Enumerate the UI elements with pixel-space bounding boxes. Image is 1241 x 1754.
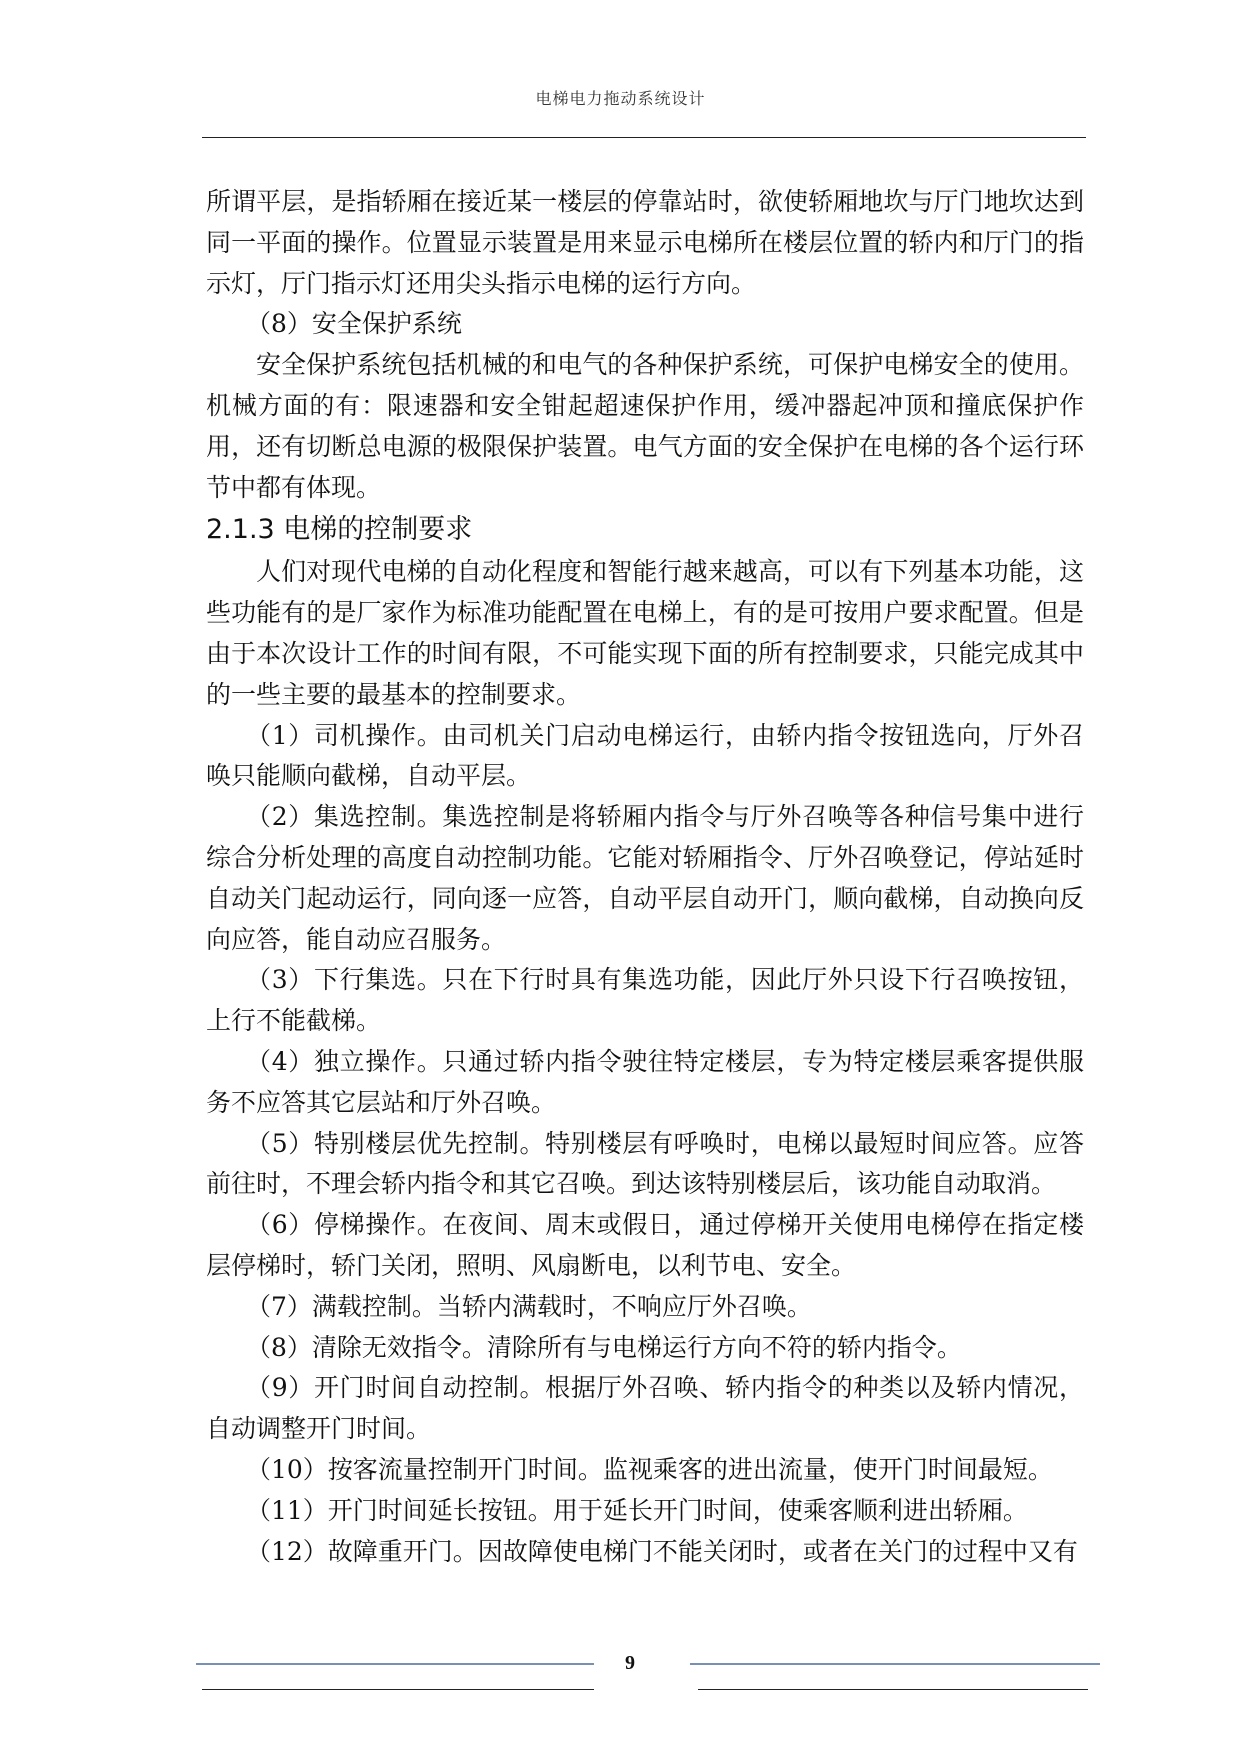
list-item: （7）满载控制。当轿内满载时，不响应厅外召唤。 <box>246 1291 812 1321</box>
list-item: （9）开门时间自动控制。根据厅外召唤、轿内指令的种类以及轿内情况，自动调整开门时间。 <box>206 1373 1084 1444</box>
list-item: （1）司机操作。由司机关门启动电梯运行，由轿内指令按钮选向，厅外召唤只能顺向截梯，自动平层。 <box>206 720 1084 791</box>
footer-accent-line-right <box>690 1663 1100 1665</box>
section-heading: 2.1.3 电梯的控制要求 <box>206 514 473 546</box>
list-item: （8）清除无效指令。清除所有与电梯运行方向不符的轿内指令。 <box>246 1332 962 1362</box>
header-divider <box>202 137 1086 138</box>
list-item: （3）下行集选。只在下行时具有集选功能，因此厅外只设下行召唤按钮，上行不能截梯。 <box>206 965 1084 1036</box>
list-item: （4）独立操作。只通过轿内指令驶往特定楼层，专为特定楼层乘客提供服务不应答其它层站和厅外召唤。 <box>206 1046 1084 1117</box>
footer-rule-left <box>202 1689 594 1690</box>
paragraph-safety-heading: （8）安全保护系统 <box>246 309 462 339</box>
page-number: 9 <box>625 1652 635 1674</box>
list-item: （10）按客流量控制开门时间。监视乘客的进出流量，使开门时间最短。 <box>246 1454 1053 1484</box>
paragraph-leveling: 所谓平层，是指轿厢在接近某一楼层的停靠站时，欲使轿厢地坎与厅门地坎达到同一平面的操作。位置显示装置是用来显示电梯所在楼层位置的轿内和厅门的指示灯，厅门指示灯还用尖头指示电梯的运行方向。 <box>206 187 1084 298</box>
footer-rule-right <box>698 1689 1088 1690</box>
footer-accent-line-left <box>196 1663 594 1665</box>
paragraph-safety-system: 安全保护系统包括机械的和电气的各种保护系统，可保护电梯安全的使用。机械方面的有：限速器和安全钳起超速保护作用，缓冲器起冲顶和撞底保护作用，还有切断总电源的极限保护装置。电气方面的安全保护在电梯的各个运行环节中都有体现。 <box>206 350 1084 502</box>
section-intro: 人们对现代电梯的自动化程度和智能行越来越高，可以有下列基本功能，这些功能有的是厂家作为标准功能配置在电梯上，有的是可按用户要求配置。但是由于本次设计工作的时间有限，不可能实现下面的所有控制要求，只能完成其中的一些主要的最基本的控制要求。 <box>206 557 1084 709</box>
page-body <box>206 182 1084 1572</box>
page-header-title: 电梯电力拖动系统设计 <box>535 89 706 108</box>
list-item: （12）故障重开门。因故障使电梯门不能关闭时，或者在关门的过程中又有 <box>246 1536 1078 1566</box>
list-item: （6）停梯操作。在夜间、周末或假日，通过停梯开关使用电梯停在指定楼层停梯时，轿门关闭，照明、风扇断电，以利节电、安全。 <box>206 1210 1084 1280</box>
list-item: （11）开门时间延长按钮。用于延长开门时间，使乘客顺利进出轿厢。 <box>246 1495 1028 1525</box>
list-item: （2）集选控制。集选控制是将轿厢内指令与厅外召唤等各种信号集中进行综合分析处理的高度自动控制功能。它能对轿厢指令、厅外召唤登记，停站延时自动关门起动运行，同向逐一应答，自动平层自动开门，顺向截梯，自动换向反向应答，能自动应召服务。 <box>206 802 1084 954</box>
list-item: （5）特别楼层优先控制。特别楼层有呼唤时，电梯以最短时间应答。应答前往时，不理会轿内指令和其它召唤。到达该特别楼层后，该功能自动取消。 <box>206 1128 1084 1199</box>
